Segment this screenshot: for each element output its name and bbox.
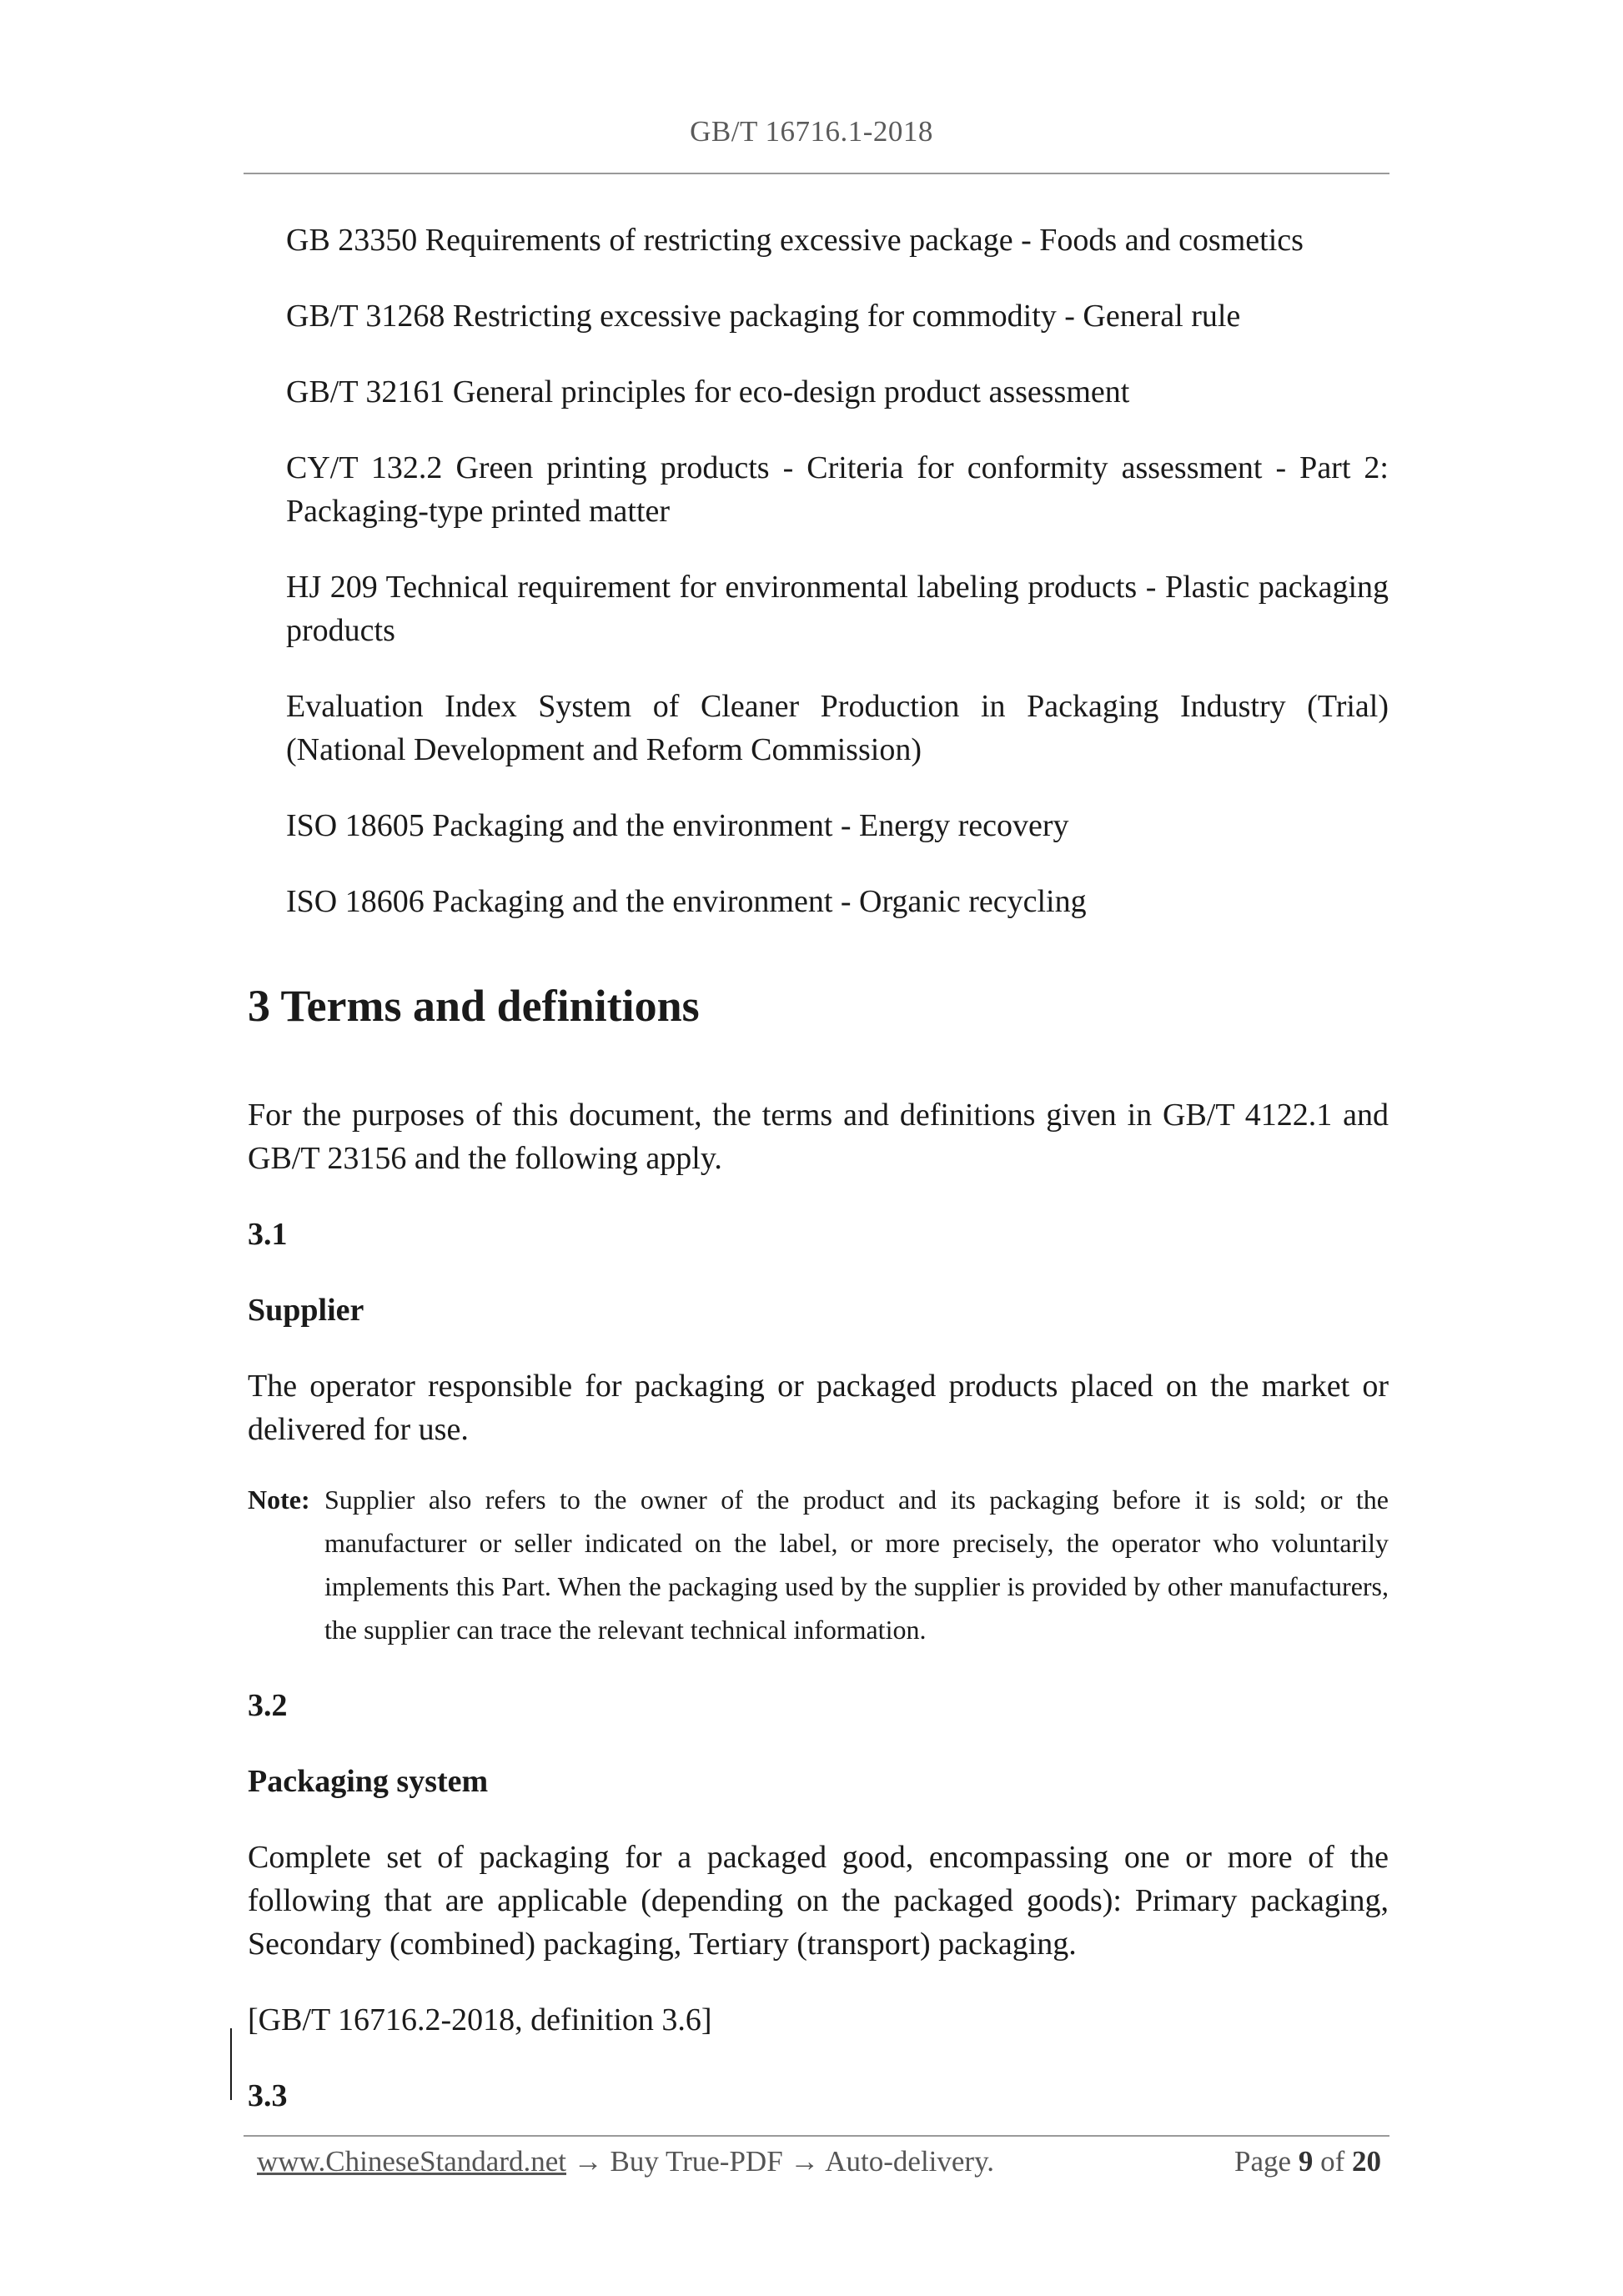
footer-promo [257, 2145, 994, 2178]
buy-text: Buy True-PDF [610, 2145, 783, 2178]
website-link[interactable]: www.ChineseStandard.net [257, 2145, 566, 2178]
reference-item: GB/T 32161 General principles for eco-design product assessment [286, 374, 1130, 409]
page-of: of [1320, 2145, 1345, 2178]
delivery-text: Auto-delivery. [825, 2145, 995, 2178]
reference-item: GB 23350 Requirements of restricting excessive package - Foods and cosmetics [286, 223, 1304, 258]
note-label: Note: [248, 1485, 310, 1515]
section-intro: For the purposes of this document, the terms and definitions given in GB/T 4122.1 and GB/T 23156 and the following apply. [248, 1098, 1389, 1176]
arrow-icon: → [790, 2145, 820, 2178]
page-header: GB/T 16716.1-2018 [690, 115, 933, 148]
reference-item: ISO 18605 Packaging and the environment - Energy recovery [286, 808, 1069, 843]
term-name: Packaging system [248, 1764, 489, 1799]
revision-bar [230, 2028, 232, 2100]
reference-item: GB/T 31268 Restricting excessive packaging for commodity - General rule [286, 299, 1241, 334]
term-definition: Complete set of packaging for a packaged good, encompassing one or more of the following that are applicable (depending on the packaged goods): Primary packaging, Secondary (combined) packaging, Tertiary (transport) packaging. [248, 1840, 1389, 1962]
term-name: Supplier [248, 1293, 364, 1328]
term-number: 3.1 [248, 1217, 288, 1252]
reference-item: Evaluation Index System of Cleaner Production in Packaging Industry (Trial) (National Development and Reform Commission) [286, 689, 1389, 767]
term-note [248, 1478, 1389, 1651]
document-body [248, 219, 1389, 2118]
term-definition: The operator responsible for packaging or packaged products placed on the market or delivered for use. [248, 1369, 1389, 1447]
reference-item: HJ 209 Technical requirement for environmental labeling products - Plastic packaging products [286, 570, 1389, 648]
reference-item: ISO 18606 Packaging and the environment - Organic recycling [286, 884, 1087, 919]
term-number: 3.3 [248, 2078, 288, 2113]
note-text: Supplier also refers to the owner of the product and its packaging before it is sold; or the manufacturer or seller indicated on the label, or more precisely, the operator who voluntarily implements this Part. When the packaging used by the supplier is provided by other manufacturers, the supplier can trace the relevant technical information. [324, 1485, 1389, 1645]
term-source: [GB/T 16716.2-2018, definition 3.6] [248, 2002, 712, 2037]
term-number: 3.2 [248, 1688, 288, 1723]
page-footer [257, 2145, 1381, 2178]
page-current: 9 [1298, 2145, 1314, 2178]
header-divider [244, 173, 1389, 174]
normative-references-list [286, 219, 1389, 923]
reference-item: CY/T 132.2 Green printing products - Criteria for conformity assessment - Part 2: Packaging-type printed matter [286, 450, 1389, 529]
section-title: 3 Terms and definitions [248, 981, 700, 1031]
page-number [1234, 2145, 1381, 2178]
arrow-icon: → [573, 2145, 603, 2178]
page-label: Page [1234, 2145, 1292, 2178]
page-total: 20 [1352, 2145, 1381, 2178]
footer-divider [244, 2135, 1389, 2137]
